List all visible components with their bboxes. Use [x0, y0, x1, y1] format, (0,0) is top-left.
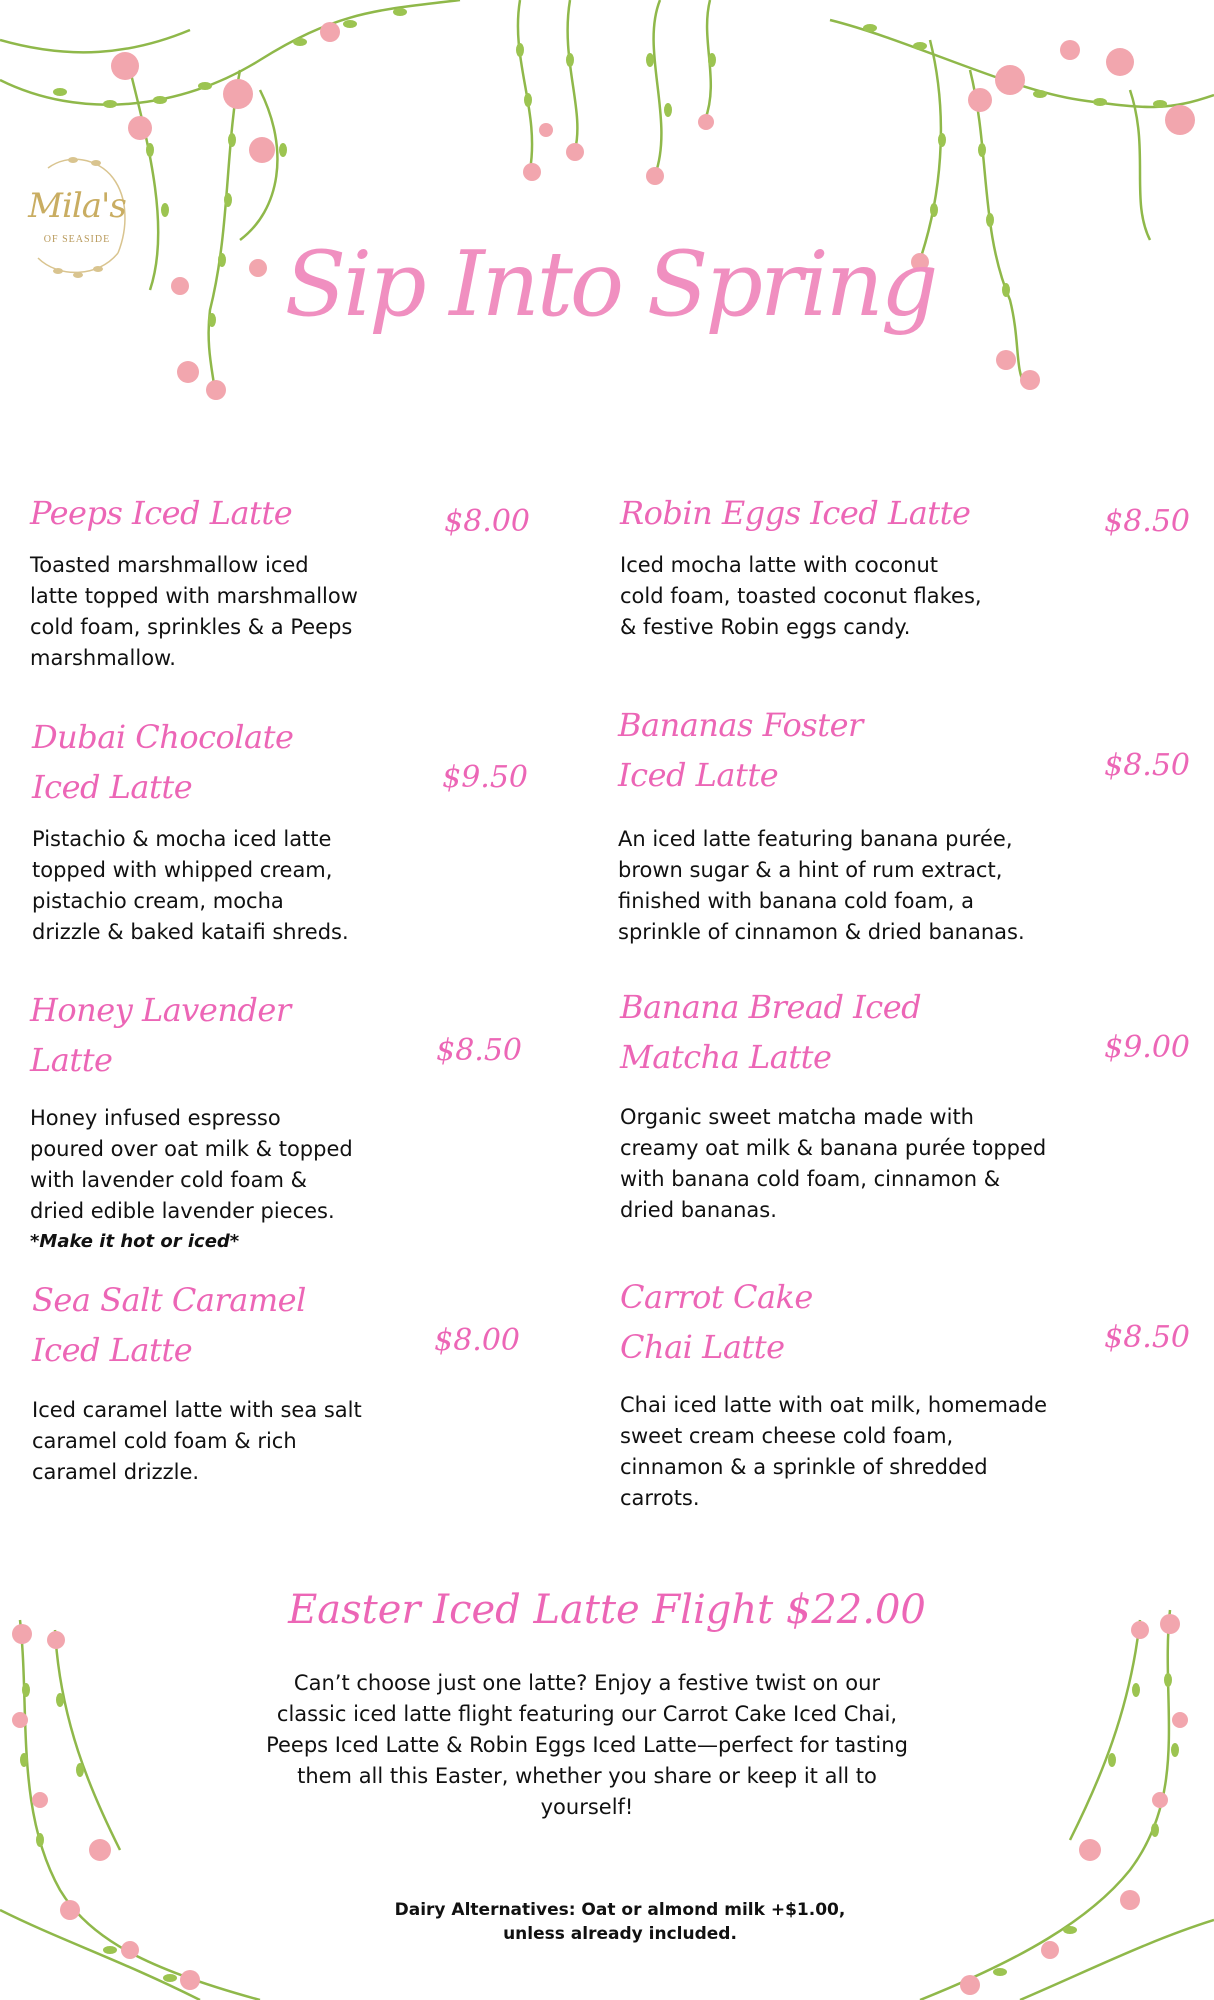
menu-item-description-line: & festive Robin eggs candy. — [620, 615, 911, 639]
menu-item-name — [618, 700, 863, 800]
menu-item-note: *Make it hot or iced* — [30, 1231, 240, 1252]
dairy-note-line: Dairy Alternatives: Oat or almond milk +$1.00, — [394, 1900, 846, 1920]
flight-description — [240, 1668, 934, 1823]
logo-name: Mila's — [28, 186, 126, 226]
menu-item-name-line: Iced Latte — [32, 768, 193, 806]
menu-item-price: $8.50 — [436, 1033, 522, 1068]
menu-item-name — [620, 1272, 813, 1372]
menu-item-description-line: pistachio cream, mocha — [32, 889, 284, 913]
menu-item-description-line: sprinkle of cinnamon & dried bananas. — [618, 920, 1025, 944]
menu-item-name-line: Dubai Chocolate — [32, 718, 294, 756]
menu-item-description-line: Chai iced latte with oat milk, homemade — [620, 1393, 1048, 1417]
menu-item-dubai-chocolate-iced-latte — [32, 712, 528, 952]
menu-item-name — [620, 488, 970, 538]
menu-item-description-line: carrots. — [620, 1486, 700, 1510]
flight-description-line: Peeps Iced Latte & Robin Eggs Iced Latte—perfect for tasting — [266, 1733, 908, 1757]
menu-item-description-line: dried edible lavender pieces. — [30, 1199, 335, 1223]
menu-item-name-line: Sea Salt Caramel — [32, 1281, 306, 1319]
menu-item-description-line: drizzle & baked kataifi shreds. — [32, 920, 349, 944]
menu-item-name-line: Honey Lavender — [30, 991, 291, 1029]
menu-item-description-line: cinnamon & a sprinkle of shredded — [620, 1455, 988, 1479]
menu-item-price: $8.00 — [444, 504, 530, 539]
menu-item-description-line: brown sugar & a hint of rum extract, — [618, 858, 1003, 882]
menu-item-description-line: Iced caramel latte with sea salt — [32, 1398, 362, 1422]
menu-item-name-line: Matcha Latte — [620, 1038, 832, 1076]
menu-item-description-line: with banana cold foam, cinnamon & — [620, 1167, 1001, 1191]
menu-item-description — [618, 824, 1025, 948]
flight-description-line: them all this Easter, whether you share or keep it all to — [297, 1764, 877, 1788]
menu-item-description — [620, 550, 982, 643]
menu-item-price: $8.50 — [1104, 504, 1190, 539]
menu-item-description — [30, 550, 358, 674]
menu-item-description-line: caramel drizzle. — [32, 1460, 200, 1484]
flight-description-line: classic iced latte flight featuring our Carrot Cake Iced Chai, — [276, 1702, 898, 1726]
menu-item-description-line: Toasted marshmallow iced — [30, 553, 309, 577]
menu-item-price: $9.50 — [442, 760, 528, 795]
menu-item-description-line: dried bananas. — [620, 1198, 777, 1222]
menu-item-description-line: caramel cold foam & rich — [32, 1429, 297, 1453]
menu-item-description-line: sweet cream cheese cold foam, — [620, 1424, 954, 1448]
menu-item-name-line: Bananas Foster — [618, 706, 863, 744]
dairy-note-line: unless already included. — [503, 1924, 737, 1944]
menu-item-description-line: topped with whipped cream, — [32, 858, 333, 882]
menu-item-description-line: Pistachio & mocha iced latte — [32, 827, 332, 851]
menu-item-description-line: finished with banana cold foam, a — [618, 889, 975, 913]
menu-item-description-line: creamy oat milk & banana purée topped — [620, 1136, 1047, 1160]
menu-item-description — [32, 1395, 362, 1488]
menu-item-price: $8.00 — [434, 1323, 520, 1358]
menu-item-description — [30, 1103, 353, 1227]
menu-item-price: $8.50 — [1104, 1320, 1190, 1355]
menu-item-name — [32, 712, 293, 812]
floral-vine-bottom-right — [900, 1600, 1214, 2000]
menu-item-description-line: with lavender cold foam & — [30, 1168, 307, 1192]
menu-item-description-line: marshmallow. — [30, 646, 176, 670]
logo-subtitle: OF SEASIDE — [43, 234, 111, 245]
menu-item-description-line: Iced mocha latte with coconut — [620, 553, 939, 577]
menu-item-description-line: cold foam, toasted coconut flakes, — [620, 584, 982, 608]
flight-description-line: Can’t choose just one latte? Enjoy a festive twist on our — [293, 1671, 881, 1695]
menu-item-description-line: latte topped with marshmallow — [30, 584, 358, 608]
flight-title: Easter Iced Latte Flight $22.00 — [288, 1587, 926, 1633]
menu-item-description-line: An iced latte featuring banana purée, — [618, 827, 1013, 851]
menu-item-description-line: cold foam, sprinkles & a Peeps — [30, 615, 353, 639]
menu-item-bananas-foster-iced-latte — [618, 700, 1190, 944]
menu-item-description — [620, 1102, 1046, 1226]
menu-item-name-line: Peeps Iced Latte — [30, 494, 293, 532]
menu-item-description — [32, 824, 349, 948]
menu-item-name — [30, 488, 292, 538]
page-title: Sip Into Spring — [284, 232, 936, 337]
menu-item-name — [32, 1275, 306, 1375]
menu-item-banana-bread-iced-matcha-latte — [620, 982, 1190, 1222]
menu-item-name-line: Carrot Cake — [620, 1278, 813, 1316]
menu-item-robin-eggs-iced-latte — [620, 488, 1190, 728]
menu-item-name — [620, 982, 921, 1082]
menu-item-price: $9.00 — [1104, 1030, 1190, 1065]
menu-item-name-line: Chai Latte — [620, 1328, 785, 1366]
menu-item-peeps-iced-latte — [30, 488, 530, 728]
menu-item-name-line: Iced Latte — [618, 756, 779, 794]
menu-item-description-line: Honey infused espresso — [30, 1106, 281, 1130]
flight-description-line: yourself! — [540, 1795, 634, 1819]
menu-item-name-line: Iced Latte — [32, 1331, 193, 1369]
menu-item-honey-lavender-latte — [30, 985, 522, 1252]
menu-item-name-line: Latte — [30, 1041, 113, 1079]
menu-item-name-line: Banana Bread Iced — [620, 988, 922, 1026]
menu-item-description — [620, 1390, 1047, 1514]
dairy-alternatives-note — [300, 1898, 940, 1946]
brand-logo — [18, 148, 136, 293]
menu-item-name-line: Robin Eggs Iced Latte — [620, 494, 971, 532]
menu-item-sea-salt-caramel-iced-latte — [32, 1275, 520, 1515]
floral-vine-top-center — [490, 0, 740, 190]
menu-item-price: $8.50 — [1104, 748, 1190, 783]
menu-item-carrot-cake-chai-latte — [620, 1272, 1190, 1512]
menu-item-description-line: poured over oat milk & topped — [30, 1137, 353, 1161]
menu-item-name — [30, 985, 291, 1085]
menu-item-description-line: Organic sweet matcha made with — [620, 1105, 974, 1129]
